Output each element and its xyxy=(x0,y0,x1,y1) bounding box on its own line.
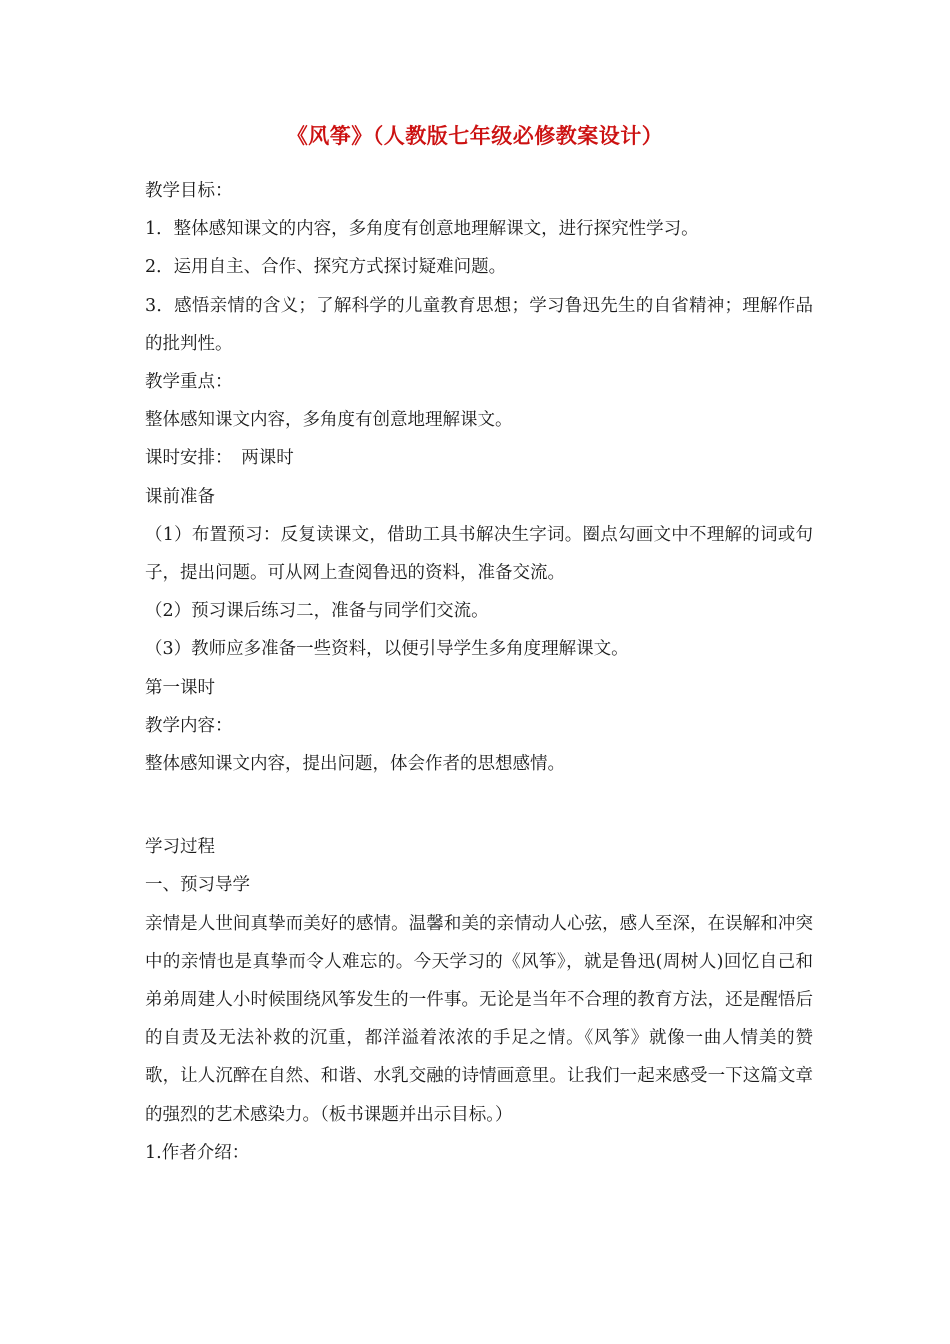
objective-item-1: 1．整体感知课文的内容，多角度有创意地理解课文，进行探究性学习。 xyxy=(145,219,699,240)
subsection-heading-preview: 一、预习导学 xyxy=(145,875,250,896)
preparation-item-1: （1）布置预习：反复读课文，借助工具书解决生字词。圈点勾画文中不理解的词或句子，提出问题。可从网上查阅鲁迅的资料，准备交流。 xyxy=(145,524,813,584)
intro-paragraph: 亲情是人世间真挚而美好的感情。温馨和美的亲情动人心弦，感人至深，在误解和冲突中的亲情也是真挚而令人难忘的。今天学习的《风筝》，就是鲁迅(周树人)回忆自己和弟弟周建人小时候围绕风筝发生的一件事。无论是当年不合理的教育方法，还是醒悟后的自责及无法补救的沉重，都洋溢着浓浓的手足之情。《风筝》就像一曲人情美的赞歌，让人沉醉在自然、和谐、水乳交融的诗情画意里。让我们一起来感受一下这篇文章的强烈的艺术感染力。（板书课题并出示目标。） xyxy=(145,913,813,1125)
objective-item-3: 3．感悟亲情的含义；了解科学的儿童教育思想；学习鲁迅先生的自省精神；理解作品的批判性。 xyxy=(145,295,813,354)
author-intro-heading: 1.作者介绍： xyxy=(145,1142,250,1163)
section-heading-preparation: 课前准备 xyxy=(145,486,215,507)
section-heading-objectives: 教学目标： xyxy=(145,181,233,201)
preparation-item-2: （2）预习课后练习二，准备与同学们交流。 xyxy=(145,601,489,622)
section-heading-key-points: 教学重点： xyxy=(145,372,233,393)
blank-line xyxy=(145,783,813,828)
content-text: 整体感知课文内容，提出问题，体会作者的思想感情。 xyxy=(145,754,565,775)
schedule-text: 课时安排： 两课时 xyxy=(145,448,294,469)
preparation-item-3: （3）教师应多准备一些资料，以便引导学生多角度理解课文。 xyxy=(145,639,629,660)
key-points-text: 整体感知课文内容，多角度有创意地理解课文。 xyxy=(145,410,513,431)
document-title: 《风筝》（人教版七年级必修教案设计） xyxy=(286,123,664,148)
section-heading-process: 学习过程 xyxy=(145,837,215,858)
section-heading-first-lesson: 第一课时 xyxy=(145,677,215,698)
document-body xyxy=(145,172,813,1172)
section-heading-content: 教学内容： xyxy=(145,715,233,736)
objective-item-2: 2．运用自主、合作、探究方式探讨疑难问题。 xyxy=(145,257,507,278)
